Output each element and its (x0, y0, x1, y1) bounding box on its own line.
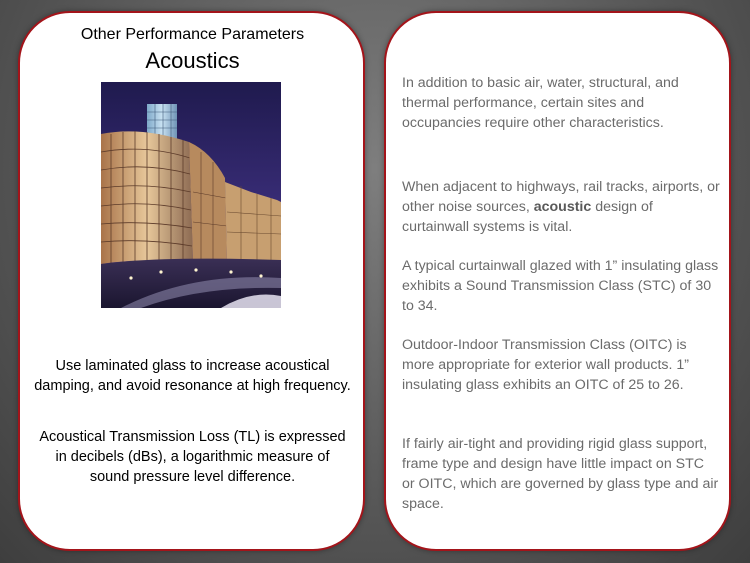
noise-sources-paragraph (402, 177, 720, 237)
noise-text-after: design of curtainwall systems is vital. (402, 199, 653, 235)
slide-title: Acoustics (145, 48, 240, 73)
intro-paragraph: In addition to basic air, water, structural, and thermal performance, certain sites and occupancies require other characteristics. (402, 75, 679, 131)
left-card (18, 11, 365, 551)
acoustic-bold-word: acoustic (533, 199, 592, 215)
stc-paragraph: A typical curtainwall glazed with 1” insulating glass exhibits a Sound Transmission Class (STC) of 30 to 34. (402, 258, 719, 314)
slide-subtitle: Other Performance Parameters (80, 26, 305, 43)
laminated-glass-paragraph: Use laminated glass to increase acoustical damping, and avoid resonance at high frequency. (34, 358, 351, 394)
oitc-paragraph: Outdoor-Indoor Transmission Class (OITC) is more appropriate for exterior wall products. 1” insulating glass exhibits an OITC of 25 to 26. (402, 337, 690, 393)
noise-text-before: When adjacent to highways, rail tracks, airports, or other noise sources, (402, 179, 720, 215)
right-card (384, 11, 731, 551)
glass-building-photo-icon (101, 82, 281, 308)
transmission-loss-paragraph: Acoustical Transmission Loss (TL) is expressed in decibels (dBs), a logarithmic measure of sound pressure level difference. (39, 429, 346, 485)
frame-type-paragraph: If fairly air-tight and providing rigid glass support, frame type and design have little impact on STC or OITC, which are governed by glass type and air space. (402, 436, 719, 512)
